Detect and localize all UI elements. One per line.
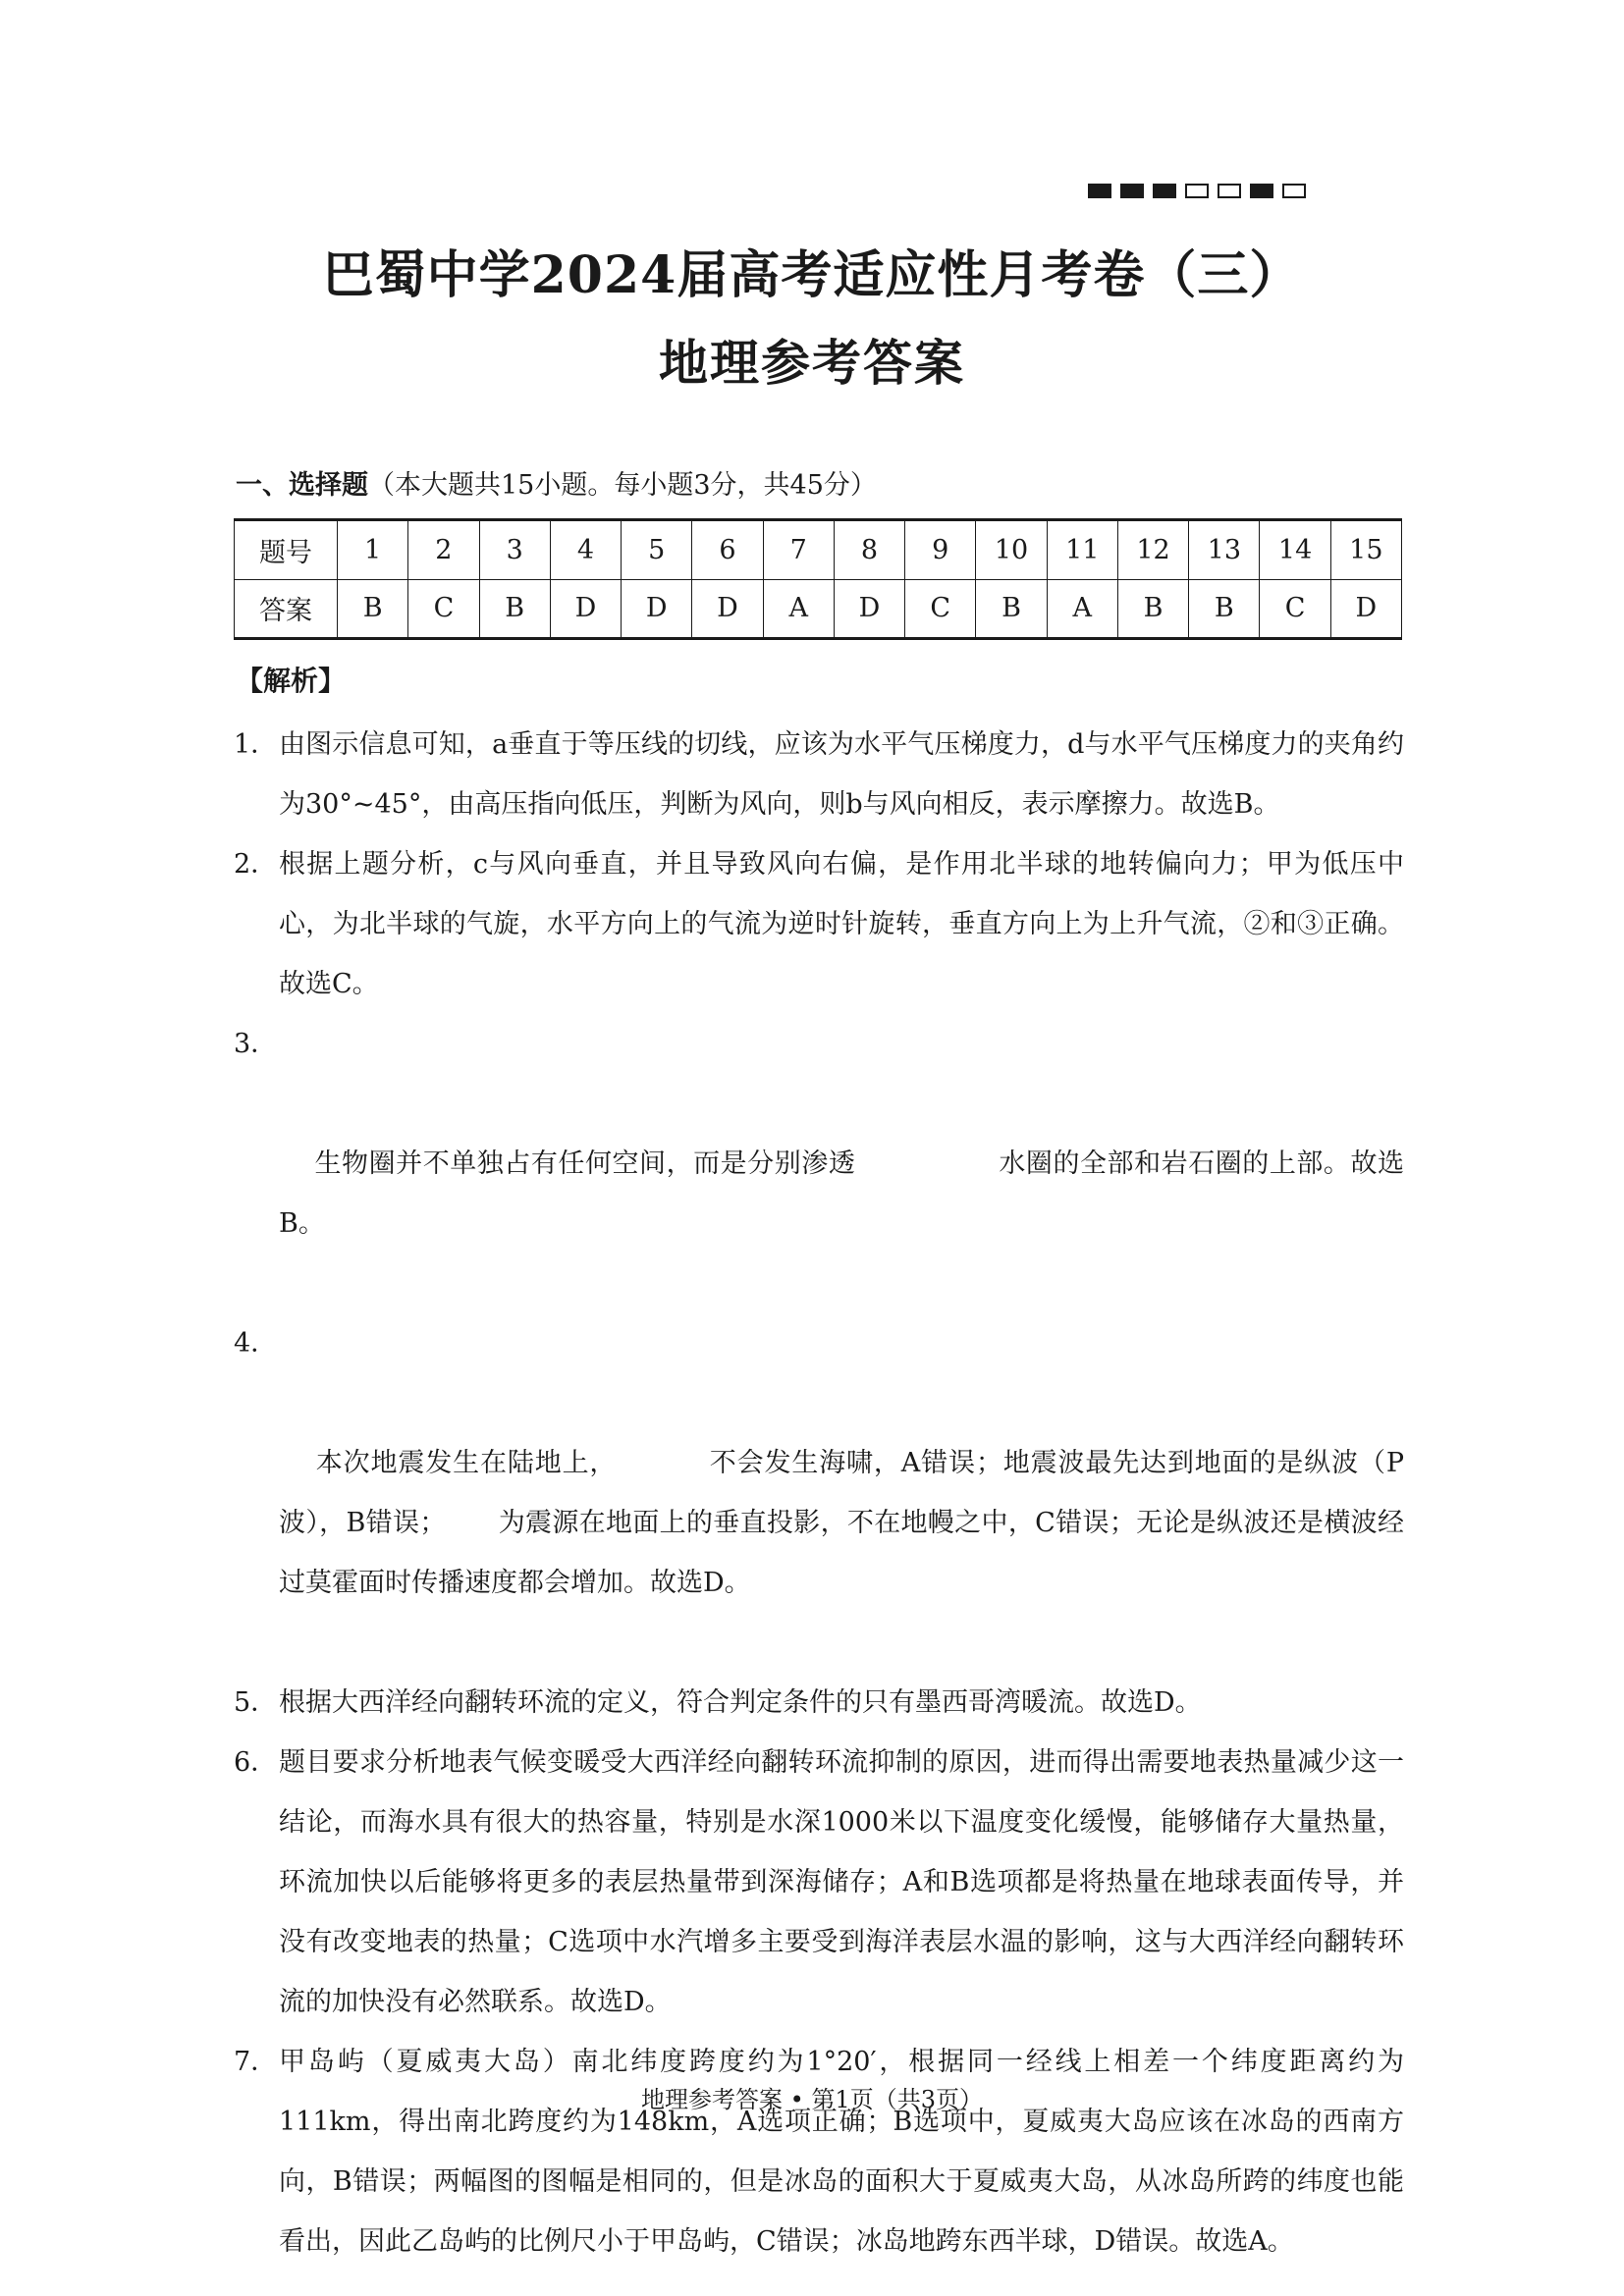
item-text: 题目要求分析地表气候变暖受大西洋经向翻转环流抑制的原因，进而得出需要地表热量减少这一结论，而海水具有很大的热容量，特别是水深1000米以下温度变化缓慢，能够储存大量热量，环流加快以后能够将更多的表层热量带到深海储存；A和B选项都是将热量在地球表面传导，并没有改变地表的热量；C选项中水汽增多主要受到海洋表层水温的影响，这与大西洋经向翻转环流的加快没有必然联系。故选D。 xyxy=(279,1747,1404,2017)
page-mark xyxy=(1153,184,1176,198)
answer-cell: A xyxy=(763,579,834,639)
item-number: 5． xyxy=(234,1687,278,1718)
question-number-cell: 12 xyxy=(1117,520,1188,580)
item-number: 1． xyxy=(234,729,278,760)
document-title: 巴蜀中学2024届高考适应性月考卷（三） xyxy=(322,245,1302,305)
answer-cell: D xyxy=(692,579,763,639)
question-number-cell: 7 xyxy=(763,520,834,580)
question-number-cell: 1 xyxy=(338,520,408,580)
analysis-heading: 【解析】 xyxy=(236,665,347,697)
answer-cell: A xyxy=(1047,579,1117,639)
section-label: 一、选择题 xyxy=(236,470,368,501)
answer-cell: D xyxy=(1330,579,1401,639)
analysis-item xyxy=(234,715,1404,834)
analysis-list xyxy=(234,715,1404,2271)
analysis-item xyxy=(234,1733,1404,2032)
item-text: 甲岛屿（夏威夷大岛）南北纬度跨度约为1°20′，根据同一经线上相差一个纬度距离约为111km，得出南北跨度约为148km，A选项正确；B选项中，夏威夷大岛应该在冰岛的西南方向，B错误；两幅图的图幅是相同的，但是冰岛的面积大于夏威夷大岛，从冰岛所跨的纬度也能看出，因此乙岛屿的比例尺小于甲岛屿，C错误；冰岛地跨东西半球，D错误。故选A。 xyxy=(279,2047,1404,2257)
page-mark xyxy=(1218,184,1241,198)
page-marks xyxy=(1088,184,1306,198)
item-text: 根据大西洋经向翻转环流的定义，符合判定条件的只有墨西哥湾暖流。故选D。 xyxy=(279,1687,1202,1718)
document-subtitle: 地理参考答案 xyxy=(659,334,965,392)
answer-cell: B xyxy=(1117,579,1188,639)
answer-cell: D xyxy=(622,579,692,639)
answer-cell: B xyxy=(976,579,1047,639)
question-number-cell: 4 xyxy=(550,520,621,580)
question-number-cell: 13 xyxy=(1189,520,1260,580)
answer-row xyxy=(235,579,1402,639)
page-mark xyxy=(1088,184,1111,198)
item-number: 3． xyxy=(234,1029,278,1059)
question-number-cell: 15 xyxy=(1330,520,1401,580)
answer-cell: C xyxy=(408,579,479,639)
answer-cell: D xyxy=(834,579,904,639)
question-number-cell: 14 xyxy=(1260,520,1330,580)
question-number-cell: 11 xyxy=(1047,520,1117,580)
question-number-cell: 8 xyxy=(834,520,904,580)
item-text: 根据上题分析，c与风向垂直，并且导致风向右偏，是作用北半球的地转偏向力；甲为低压中心，为北半球的气旋，水平方向上的气流为逆时针旋转，垂直方向上为上升气流，②和③正确。故选C。 xyxy=(279,849,1404,999)
answer-cell: B xyxy=(338,579,408,639)
question-number-cell: 3 xyxy=(479,520,550,580)
question-number-cell: 6 xyxy=(692,520,763,580)
analysis-item xyxy=(234,1673,1404,1733)
question-number-cell: 10 xyxy=(976,520,1047,580)
question-number-cell: 9 xyxy=(905,520,976,580)
question-number-cell: 5 xyxy=(622,520,692,580)
answer-cell: D xyxy=(550,579,621,639)
analysis-item xyxy=(234,2032,1404,2271)
page-mark xyxy=(1282,184,1306,198)
answer-table xyxy=(234,518,1402,640)
question-number-row xyxy=(235,520,1402,580)
page-mark xyxy=(1120,184,1144,198)
row-header: 答案 xyxy=(235,579,338,639)
answer-cell: B xyxy=(479,579,550,639)
row-header: 题号 xyxy=(235,520,338,580)
page-footer: 地理参考答案 • 第1页（共3页） xyxy=(641,2086,983,2113)
page-mark xyxy=(1185,184,1209,198)
analysis-item xyxy=(234,834,1404,1014)
question-number-cell: 2 xyxy=(408,520,479,580)
item-text: 由图示信息可知，a垂直于等压线的切线，应该为水平气压梯度力，d与水平气压梯度力的夹角约为30°~45°，由高压指向低压，判断为风向，则b与风向相反，表示摩擦力。故选B。 xyxy=(279,729,1404,820)
item-number: 2． xyxy=(234,849,278,880)
analysis-item xyxy=(234,1313,1404,1673)
analysis-item xyxy=(234,1014,1404,1313)
section-description: （本大题共15小题。每小题3分，共45分） xyxy=(368,470,877,501)
item-text: 生物圈并不单独占有任何空间，而是分别渗透 水圈的全部和岩石圈的上部。故选B。 xyxy=(279,1148,1404,1239)
page-mark xyxy=(1250,184,1273,198)
section-heading xyxy=(236,463,877,502)
item-number: 4． xyxy=(234,1328,278,1359)
answer-cell: C xyxy=(905,579,976,639)
answer-cell: B xyxy=(1189,579,1260,639)
item-text: 本次地震发生在陆地上， 不会发生海啸，A错误；地震波最先达到地面的是纵波（P波），B错误； 为震源在地面上的垂直投影，不在地幔之中，C错误；无论是纵波还是横波经过莫霍面时传播速度都会增加。故选D。 xyxy=(279,1448,1404,1598)
answer-cell: C xyxy=(1260,579,1330,639)
item-number: 7． xyxy=(234,2047,278,2077)
item-number: 6． xyxy=(234,1747,278,1778)
